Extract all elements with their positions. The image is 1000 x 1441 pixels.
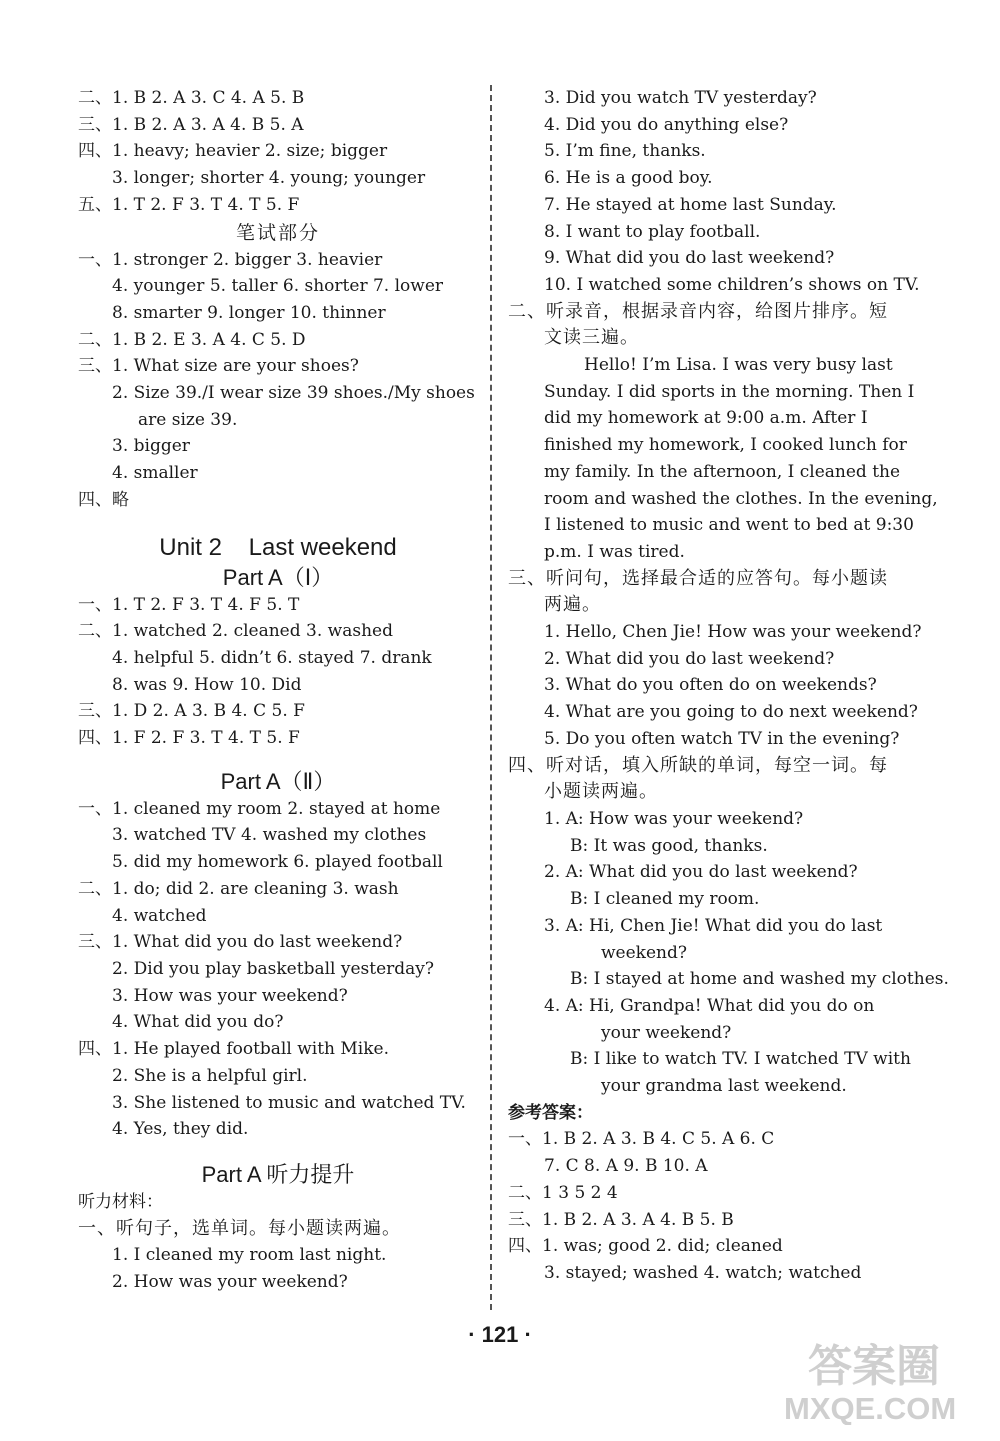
answer-line: 9. What did you do last weekend? xyxy=(544,248,835,269)
part-title: Part A 听力提升 xyxy=(201,1161,355,1187)
instruction-line: 两遍。 xyxy=(544,594,601,616)
instruction-line: 文读三遍。 xyxy=(544,327,639,349)
passage-line: room and washed the clothes. In the evening, xyxy=(544,488,938,509)
listening-material-label: 听力材料： xyxy=(78,1191,163,1212)
part-title: Part A（Ⅱ） xyxy=(220,768,336,794)
passage-line: Sunday. I did sports in the morning. Then I xyxy=(544,381,915,402)
answer-line: 四、1. was; good 2. did; cleaned xyxy=(508,1236,783,1257)
answer-line: 8. was 9. How 10. Did xyxy=(112,674,302,695)
dialog-line: your grandma last weekend. xyxy=(601,1076,847,1097)
watermark-logo-text: 答案圈 xyxy=(808,1341,940,1392)
dialog-line: 3. A: Hi, Chen Jie! What did you do last xyxy=(544,915,883,936)
answer-line: 一、1. B 2. A 3. B 4. C 5. A 6. C xyxy=(508,1129,775,1150)
answer-line: are size 39. xyxy=(138,409,238,430)
instruction-line: 二、听录音，根据录音内容，给图片排序。短 xyxy=(508,300,888,322)
answer-line: 一、1. T 2. F 3. T 4. F 5. T xyxy=(78,594,300,615)
answer-line: 4. Yes, they did. xyxy=(112,1119,249,1140)
unit-title: Unit 2 Last weekend xyxy=(159,533,397,561)
answer-line: 四、1. heavy; heavier 2. size; bigger xyxy=(78,141,388,162)
passage-line: did my homework at 9:00 a.m. After I xyxy=(544,408,868,429)
answer-line: 2. Size 39./I wear size 39 shoes./My shoes xyxy=(112,383,475,404)
instruction-line: 四、听对话，填入所缺的单词，每空一词。每 xyxy=(508,754,888,776)
answer-line: 3. longer; shorter 4. young; younger xyxy=(112,168,426,189)
instruction-line: 小题读两遍。 xyxy=(544,781,658,803)
answer-line: 10. I watched some children’s shows on TV. xyxy=(544,274,920,295)
answer-line: 三、1. D 2. A 3. B 4. C 5. F xyxy=(78,701,305,722)
dialog-line: B: I stayed at home and washed my clothes. xyxy=(570,969,949,990)
answer-line: 5. did my homework 6. played football xyxy=(112,852,443,873)
answer-line: 二、1. B 2. E 3. A 4. C 5. D xyxy=(78,329,306,350)
answer-line: 4. watched xyxy=(112,905,207,926)
answer-line: 三、1. B 2. A 3. A 4. B 5. A xyxy=(78,114,304,135)
answer-line: 3. How was your weekend? xyxy=(112,985,348,1006)
answer-line: 二、1. do; did 2. are cleaning 3. wash xyxy=(78,878,399,899)
passage-line: my family. In the afternoon, I cleaned the xyxy=(544,461,901,482)
answer-line: 四、略 xyxy=(78,489,129,510)
answer-line: 4. helpful 5. didn’t 6. stayed 7. drank xyxy=(112,647,432,668)
part-title: Part A（Ⅰ） xyxy=(222,564,334,590)
answer-line: 4. smaller xyxy=(112,463,198,484)
answer-line: 2. She is a helpful girl. xyxy=(112,1065,308,1086)
answer-line: 一、1. cleaned my room 2. stayed at home xyxy=(78,798,441,819)
dialog-line: B: It was good, thanks. xyxy=(570,835,768,856)
answer-line: 四、1. F 2. F 3. T 4. T 5. F xyxy=(78,728,300,749)
answer-line: 四、1. He played football with Mike. xyxy=(78,1039,389,1060)
answer-line: 2. What did you do last weekend? xyxy=(544,648,835,669)
dialog-line: weekend? xyxy=(601,942,687,963)
answer-line: 二、1. watched 2. cleaned 3. washed xyxy=(78,621,393,642)
passage-line: p.m. I was tired. xyxy=(544,541,685,562)
watermark-url-text: MXQE.COM xyxy=(784,1391,957,1425)
answer-line: 4. Did you do anything else? xyxy=(544,114,789,135)
right-column xyxy=(508,85,949,1287)
answer-line: 7. C 8. A 9. B 10. A xyxy=(544,1156,708,1177)
answer-line: 二、1 3 5 2 4 xyxy=(508,1182,618,1203)
instruction-line: 一、听句子，选单词。每小题读两遍。 xyxy=(78,1217,401,1239)
answer-line: 3. She listened to music and watched TV. xyxy=(112,1092,466,1113)
reference-answers-label: 参考答案： xyxy=(508,1102,593,1123)
dialog-line: your weekend? xyxy=(601,1022,732,1043)
watermark-logo xyxy=(778,1335,978,1425)
answer-line: 3. What do you often do on weekends? xyxy=(544,675,877,696)
answer-line: 4. younger 5. taller 6. shorter 7. lower xyxy=(112,276,444,297)
answer-line: 6. He is a good boy. xyxy=(544,168,713,189)
answer-line: 4. What did you do? xyxy=(112,1012,284,1033)
dialog-line: 1. A: How was your weekend? xyxy=(544,808,804,829)
answer-line: 4. What are you going to do next weekend? xyxy=(544,702,918,723)
answer-line: 三、1. B 2. A 3. A 4. B 5. B xyxy=(508,1209,734,1230)
answer-line: 三、1. What size are your shoes? xyxy=(78,356,359,377)
dialog-line: 2. A: What did you do last weekend? xyxy=(544,862,858,883)
answer-line: 2. How was your weekend? xyxy=(112,1272,348,1293)
answer-line: 8. I want to play football. xyxy=(544,221,761,242)
dialog-line: B: I cleaned my room. xyxy=(570,889,760,910)
column-divider xyxy=(490,85,492,1310)
dialog-line: 4. A: Hi, Grandpa! What did you do on xyxy=(544,995,875,1016)
answer-line: 5. I’m fine, thanks. xyxy=(544,141,706,162)
instruction-line: 三、听问句，选择最合适的应答句。每小题读 xyxy=(508,567,888,589)
answer-line: 3. watched TV 4. washed my clothes xyxy=(112,825,427,846)
answer-line: 3. stayed; washed 4. watch; watched xyxy=(544,1262,862,1283)
answer-line: 2. Did you play basketball yesterday? xyxy=(112,958,435,979)
answer-line: 五、1. T 2. F 3. T 4. T 5. F xyxy=(78,194,300,215)
answer-line: 三、1. What did you do last weekend? xyxy=(78,932,403,953)
answer-line: 1. I cleaned my room last night. xyxy=(112,1245,387,1266)
left-column xyxy=(78,85,478,1296)
passage-line: Hello! I’m Lisa. I was very busy last xyxy=(584,355,893,376)
page-number: · 121 · xyxy=(468,1322,532,1347)
dialog-line: B: I like to watch TV. I watched TV with xyxy=(570,1049,911,1070)
answer-line: 7. He stayed at home last Sunday. xyxy=(544,194,837,215)
answer-line: 1. Hello, Chen Jie! How was your weekend? xyxy=(544,622,922,643)
answer-line: 5. Do you often watch TV in the evening? xyxy=(544,728,900,749)
passage-line: finished my homework, I cooked lunch for xyxy=(544,435,907,456)
answer-line: 一、1. stronger 2. bigger 3. heavier xyxy=(78,249,383,270)
passage-line: I listened to music and went to bed at 9:30 xyxy=(544,515,914,536)
answer-line: 3. Did you watch TV yesterday? xyxy=(544,88,817,108)
written-section-title: 笔试部分 xyxy=(235,221,320,244)
answer-line: 8. smarter 9. longer 10. thinner xyxy=(112,302,386,323)
answer-line: 二、1. B 2. A 3. C 4. A 5. B xyxy=(78,88,305,108)
answer-line: 3. bigger xyxy=(112,436,190,457)
